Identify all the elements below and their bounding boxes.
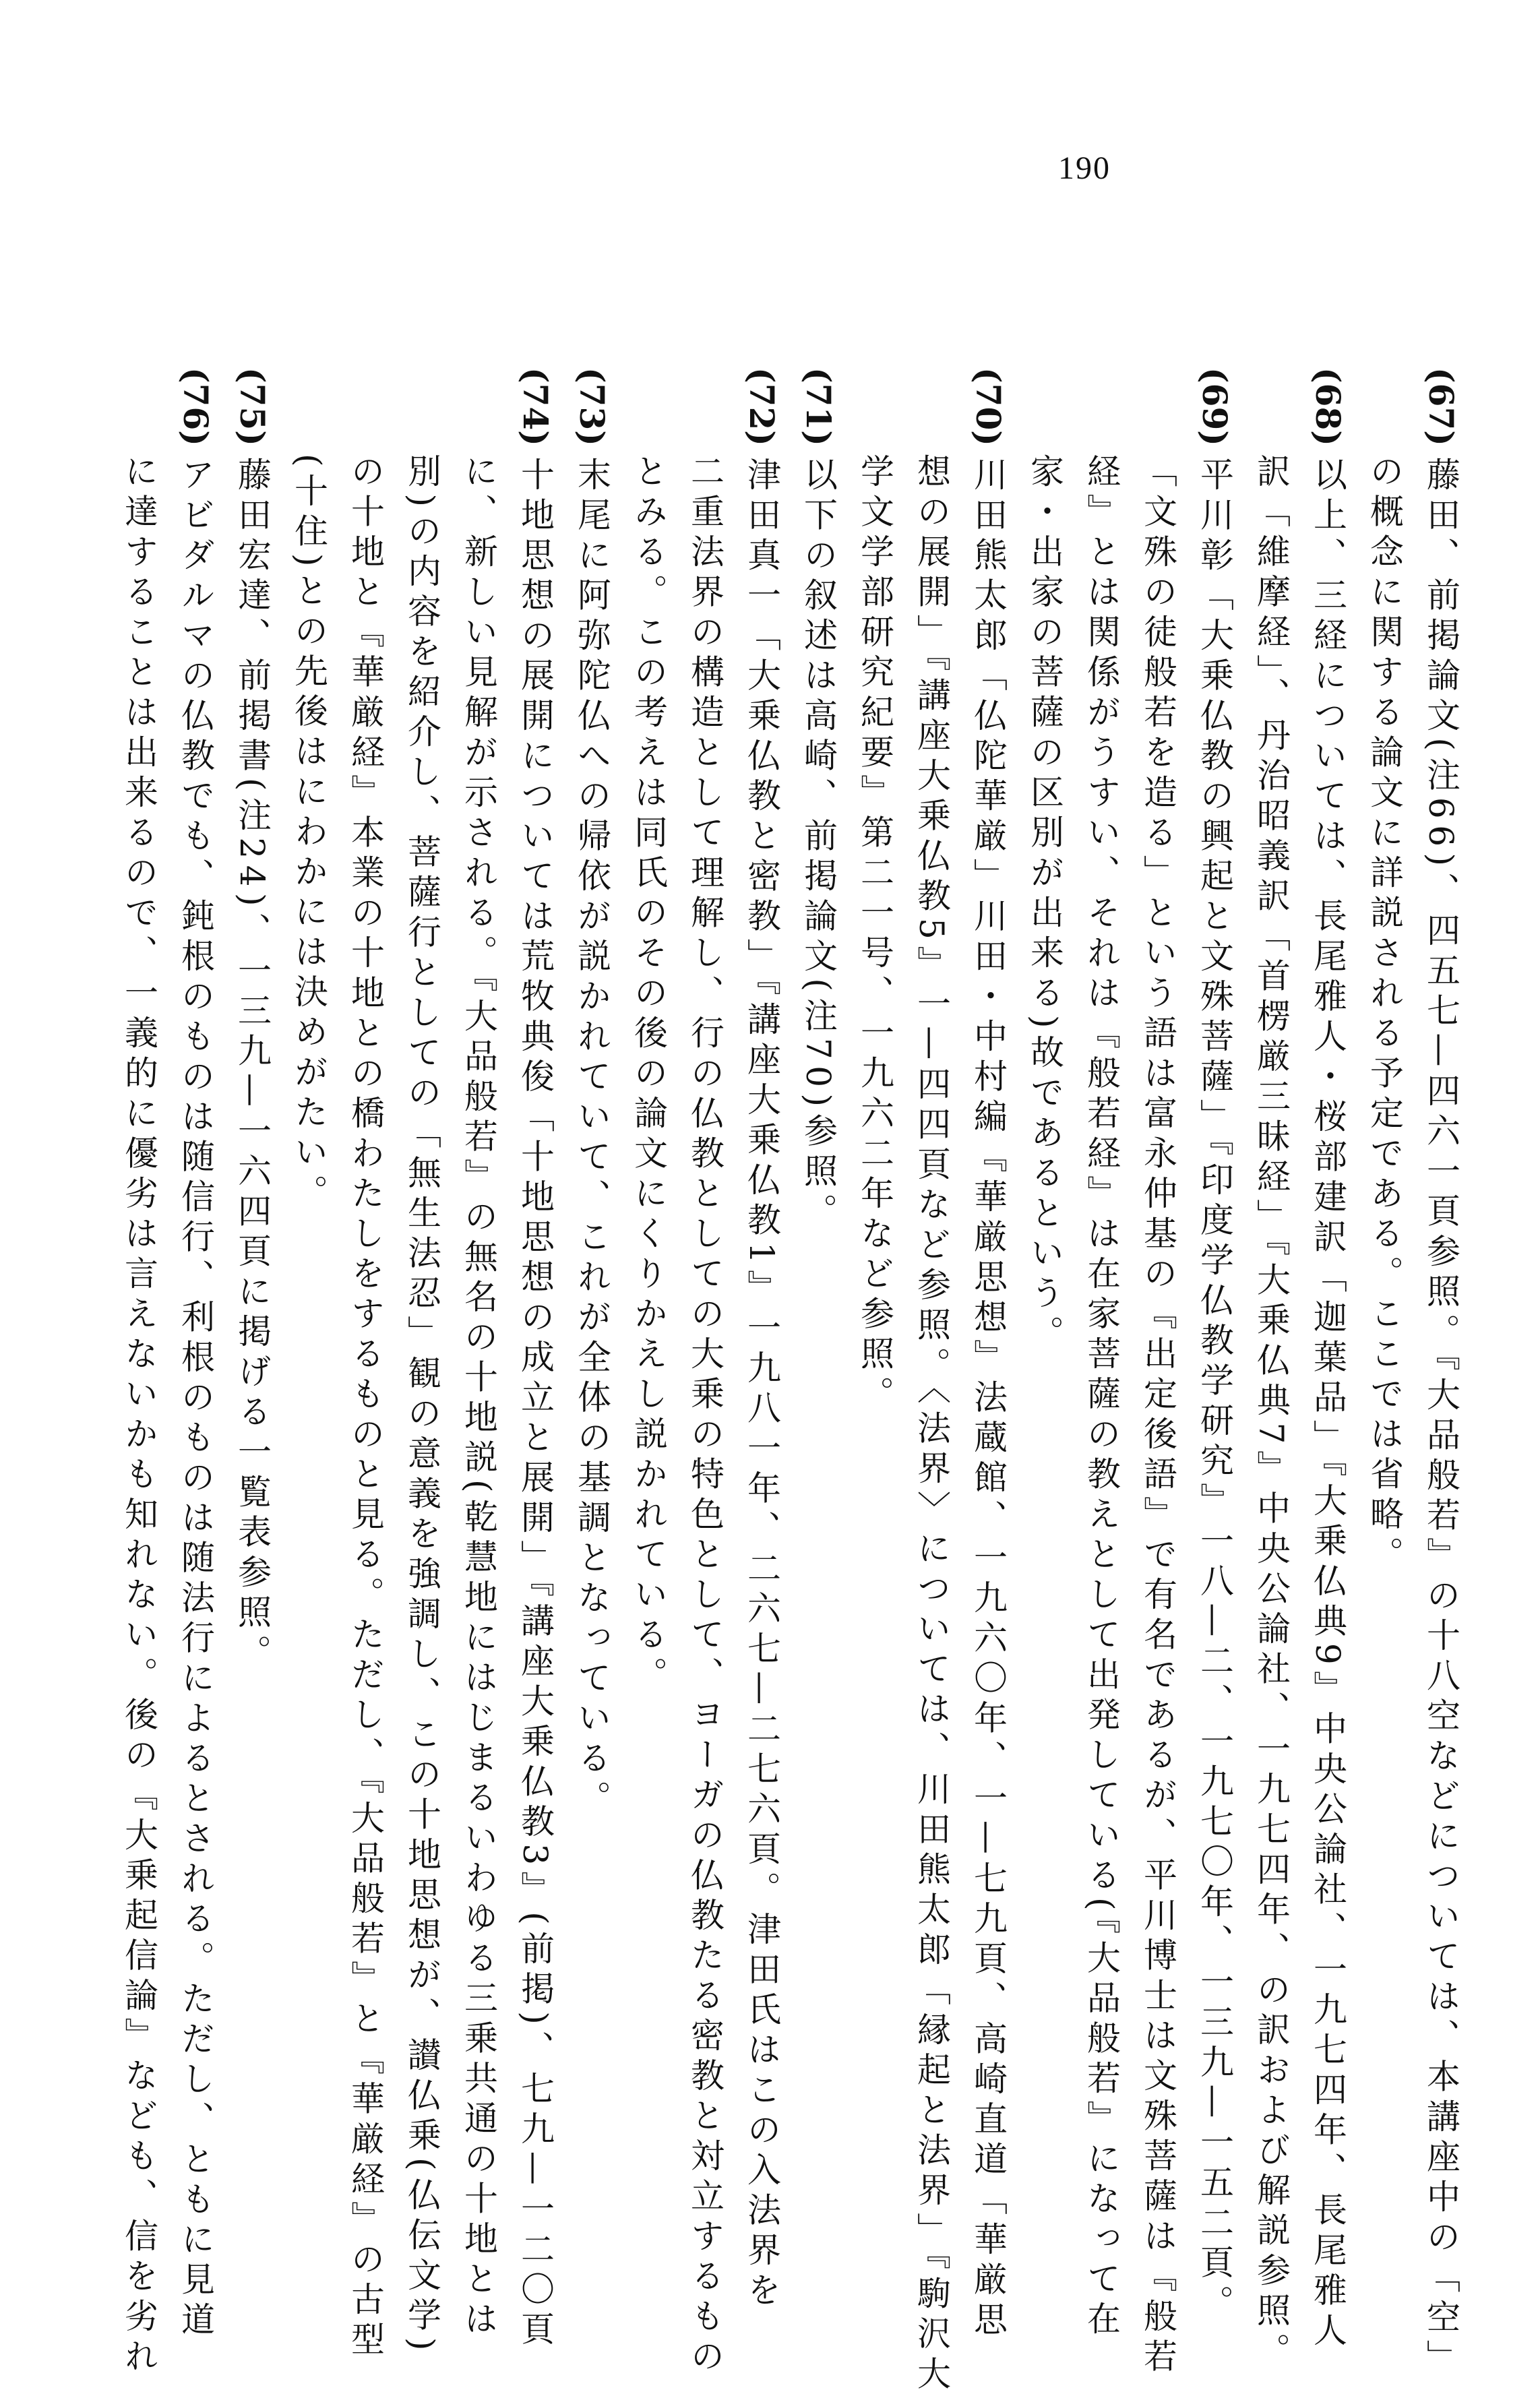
note-70-line-2	[903, 367, 960, 2396]
note-72-line-1	[733, 367, 790, 2313]
note-70-text-2: 想の展開」『講座大乗仏教5』一—四四頁など参照。〈法界〉については、川田熊太郎「縁起と法界」『駒沢大	[912, 454, 951, 2396]
note-67-text-2: の概念に関する論文に詳説される予定である。ここでは省略。	[1365, 454, 1404, 1576]
note-70-line-1	[960, 367, 1016, 2342]
note-69-text-4: 家・出家の菩薩の区別が出来る)故であるという。	[1025, 454, 1064, 1356]
note-74-text-1: 十地思想の展開については荒牧典俊「十地思想の成立と展開」『講座大乗仏教3』(前掲)、七九—一二〇頁	[516, 456, 555, 2352]
note-68-text-1: 以上、三経については、長尾雅人・桜部建訳「迦葉品」『大乗仏典9』中央公論社、一九七四年、長尾雅人	[1308, 456, 1347, 2353]
note-73-line-1	[563, 367, 620, 1951]
note-67-line-1	[1413, 367, 1469, 2380]
note-68-line-1	[1299, 367, 1356, 2353]
note-74-line-3	[394, 367, 450, 2358]
note-74-text-4: の十地と『華厳経』本業の十地との橋わたしをするものと見る。ただし、『大品般若』と『華厳経』の古型	[346, 454, 385, 2362]
note-68-text-2: 訳「維摩経」、丹治昭義訳「首楞厳三昧経」『大乗仏典7』中央公論社、一九七四年、の訳および解説参照。	[1252, 454, 1291, 2373]
note-76-text-2: に達することは出来るので、一義的に優劣は言えないかも知れない。後の『大乗起信論』なども、信を劣れ	[119, 454, 158, 2378]
note-72-text-3: とみる。この考えは同氏のその後の論文にくりかえし説かれている。	[629, 454, 668, 1697]
note-70-text-3: 学文学部研究紀要』第二一号、一九六二年など参照。	[855, 454, 894, 1416]
note-70-text-1: 川田熊太郎「仏陀華厳」川田・中村編『華厳思想』法蔵館、一九六〇年、一—七九頁、高崎直道「華厳思	[968, 456, 1008, 2342]
page-number: 190	[1058, 150, 1111, 186]
note-67-text-1: 藤田、前掲論文(注66)、四五七—四六一頁参照。『大品般若』の十八空などについては、本講座中の「空」	[1421, 456, 1460, 2380]
note-69-line-2	[1130, 367, 1186, 2378]
note-69-line-4	[1016, 367, 1073, 1951]
note-74-number: (74)	[516, 367, 555, 446]
note-76-line-2	[111, 367, 167, 2378]
note-72-text-1: 津田真一「大乗仏教と密教」『講座大乗仏教1』一九八一年、二六七—二七六頁。津田氏はこの入法界を	[742, 456, 781, 2313]
note-69-text-3: 経』とは関係がうすい、それは『般若経』は在家菩薩の教えとして出発している(『大品般若』になって在	[1082, 454, 1121, 2341]
note-67-line-2	[1356, 367, 1413, 1951]
note-68-number: (68)	[1308, 367, 1348, 446]
note-73-number: (73)	[572, 367, 612, 446]
note-67-number: (67)	[1421, 367, 1461, 446]
note-75-number: (75)	[233, 367, 272, 446]
note-70-number: (70)	[968, 367, 1008, 446]
note-76-text-1: アビダルマの仏教でも、鈍根のものは随信行、利根のものは随法行によるとされる。ただし、ともに見道	[176, 456, 215, 2342]
note-74-text-3: 別)の内容を紹介し、菩薩行としての「無生法忍」観の意義を強調し、この十地思想が、讃仏乗(仏伝文学)	[402, 454, 441, 2358]
notes-body	[111, 367, 1469, 2396]
note-69-text-2: 「文殊の徒般若を造る」という語は富永仲基の『出定後語』で有名であるが、平川博士は文殊菩薩は『般若	[1138, 454, 1177, 2378]
note-69-number: (69)	[1195, 367, 1235, 446]
note-70-line-3	[846, 367, 903, 1951]
note-72-text-2: 二重法界の構造として理解し、行の仏教としての大乗の特色として、ヨーガの仏教たる密教と対立するもの	[685, 454, 725, 2378]
note-68-line-2	[1243, 367, 1299, 2373]
note-73-text-1: 末尾に阿弥陀仏への帰依が説かれていて、これが全体の基調となっている。	[572, 456, 611, 1820]
note-72-line-2	[677, 367, 733, 2378]
note-74-line-4	[337, 367, 394, 2362]
note-76-number: (76)	[176, 367, 216, 446]
note-75-line-1	[224, 367, 280, 1951]
note-74-line-1	[507, 367, 563, 2352]
note-69-line-3	[1073, 367, 1130, 2341]
note-72-number: (72)	[742, 367, 782, 446]
note-71-text-1: 以下の叙述は高崎、前掲論文(注70)参照。	[799, 456, 838, 1234]
note-75-text-1: 藤田宏達、前掲書(注24)、一三九—一六四頁に掲げる一覧表参照。	[233, 456, 272, 1675]
note-69-text-1: 平川彰「大乗仏教の興起と文殊菩薩」『印度学仏教学研究』一八—二、一九七〇年、一三九—一五二頁。	[1195, 456, 1234, 2325]
note-72-line-3	[620, 367, 677, 1951]
note-74-line-5	[280, 367, 337, 1951]
note-69-line-1	[1186, 367, 1243, 2325]
note-76-line-1	[167, 367, 224, 2342]
note-71-number: (71)	[799, 367, 838, 446]
note-71-line-1	[790, 367, 846, 1951]
note-74-text-2: に、新しい見解が示される。『大品般若』の無名の十地説(乾慧地にはじまるいわゆる三乗共通の十地とは	[459, 454, 498, 2341]
note-74-text-5: (十住)との先後はにわかには決めがたい。	[289, 454, 328, 1215]
note-74-line-2	[450, 367, 507, 2341]
